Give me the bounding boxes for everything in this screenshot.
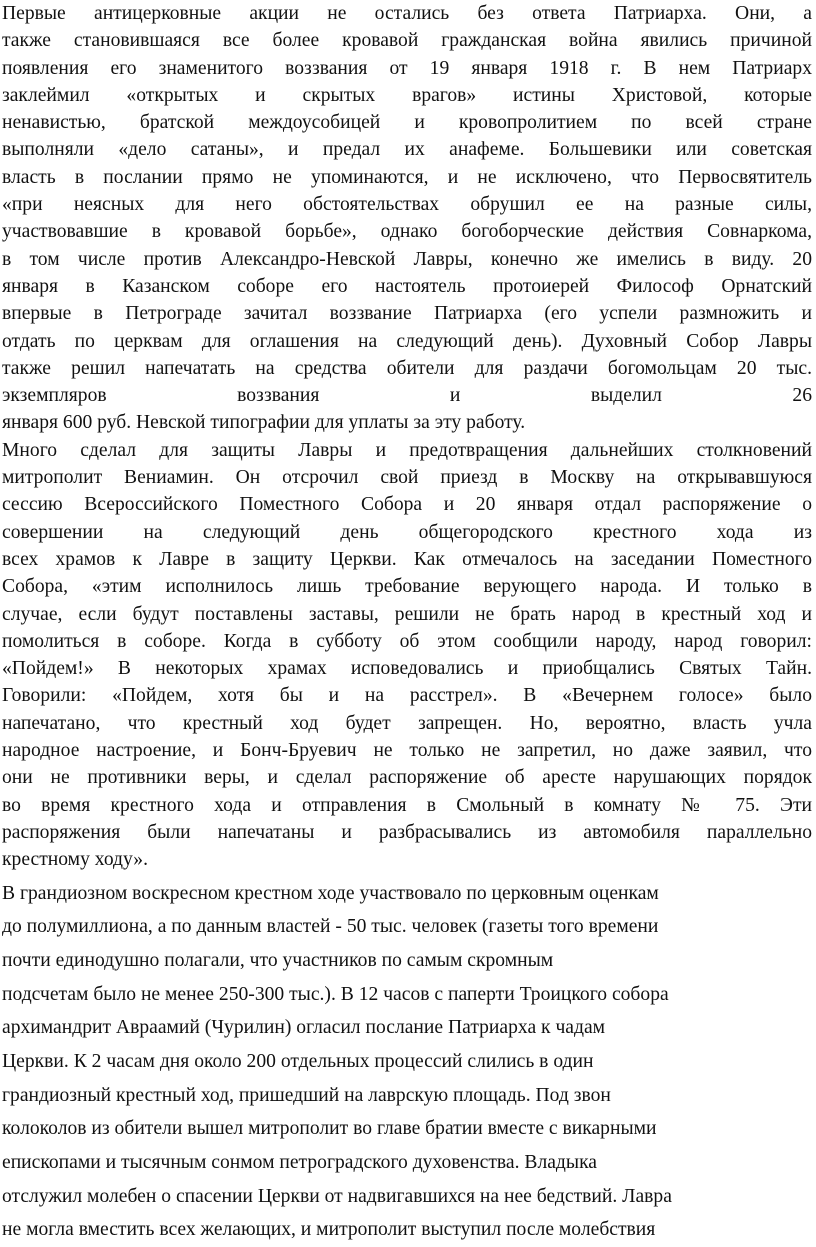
text-line: января в Казанском соборе его настоятель протоиерей Философ Орнатский bbox=[2, 273, 812, 300]
text-line: Говорили: «Пойдем, хотя бы и на расстрел». В «Вечернем голосе» было bbox=[2, 682, 812, 709]
text-line: появления его знаменитого воззвания от 19 января 1918 г. В нем Патриарх bbox=[2, 55, 812, 82]
text-line: до полумиллиона, а по данным властей - 50 тыс. человек (газеты того времени bbox=[2, 910, 812, 944]
text-line: архимандрит Авраамий (Чурилин) огласил послание Патриарха к чадам bbox=[2, 1011, 812, 1045]
text-line: случае, если будут поставлены заставы, решили не брать народ в крестный ход и bbox=[2, 601, 812, 628]
text-line: не могла вместить всех желающих, и митрополит выступил после молебствия bbox=[2, 1213, 812, 1247]
text-line: народное настроение, и Бонч-Бруевич не только не запретил, но даже заявил, что bbox=[2, 737, 812, 764]
text-line: Церкви. К 2 часам дня около 200 отдельных процессий слились в один bbox=[2, 1045, 812, 1079]
text-line: также решил напечатать на средства обители для раздачи богомольцам 20 тыс. bbox=[2, 355, 812, 382]
text-line: грандиозный крестный ход, пришедший на лаврскую площадь. Под звон bbox=[2, 1079, 812, 1113]
text-line: напечатано, что крестный ход будет запрещен. Но, вероятно, власть учла bbox=[2, 710, 812, 737]
text-line: всех храмов к Лавре в защиту Церкви. Как отмечалось на заседании Поместного bbox=[2, 546, 812, 573]
text-line: также становившаяся все более кровавой гражданская война явились причиной bbox=[2, 27, 812, 54]
text-line: совершении на следующий день общегородского крестного хода из bbox=[2, 519, 812, 546]
text-line: впервые в Петрограде зачитал воззвание Патриарха (его успели размножить и bbox=[2, 300, 812, 327]
text-line: отдать по церквам для оглашения на следующий день). Духовный Собор Лавры bbox=[2, 328, 812, 355]
text-line: распоряжения были напечатаны и разбрасывались из автомобиля параллельно bbox=[2, 819, 812, 846]
text-line: колоколов из обители вышел митрополит во главе братии вместе с викарными bbox=[2, 1112, 812, 1146]
text-line: «при неясных для него обстоятельствах обрушил ее на разные силы, bbox=[2, 191, 812, 218]
text-line: Первые антицерковные акции не остались без ответа Патриарха. Они, а bbox=[2, 0, 812, 27]
text-line: крестному ходу». bbox=[2, 846, 812, 873]
text-line: «Пойдем!» В некоторых храмах исповедовались и приобщались Святых Тайн. bbox=[2, 655, 812, 682]
text-line: сессию Всероссийского Поместного Собора и 20 января отдал распоряжение о bbox=[2, 491, 812, 518]
text-line: епископами и тысячным сонмом петроградского духовенства. Владыка bbox=[2, 1146, 812, 1180]
text-line: во время крестного хода и отправления в Смольный в комнату № 75. Эти bbox=[2, 792, 812, 819]
text-line: экземпляров воззвания и выделил 26 bbox=[2, 382, 812, 409]
text-line: власть в послании прямо не упоминаются, и не исключено, что Первосвятитель bbox=[2, 164, 812, 191]
text-line: Собора, «этим исполнилось лишь требование верующего народа. И только в bbox=[2, 573, 812, 600]
text-line: января 600 руб. Невской типографии для уплаты за эту работу. bbox=[2, 409, 812, 436]
text-line: В грандиозном воскресном крестном ходе участвовало по церковным оценкам bbox=[2, 877, 812, 911]
text-line: ненавистью, братской междоусобицей и кровопролитием по всей стране bbox=[2, 109, 812, 136]
text-line: заклеймил «открытых и скрытых врагов» истины Христовой, которые bbox=[2, 82, 812, 109]
text-line: в том числе против Александро-Невской Лавры, конечно же имелись в виду. 20 bbox=[2, 246, 812, 273]
text-line: участвовавшие в кровавой борьбе», однако богоборческие действия Совнаркома, bbox=[2, 218, 812, 245]
paragraph-metropolitan-veniamin bbox=[2, 437, 812, 874]
text-line: выполняли «дело сатаны», и предал их анафеме. Большевики или советская bbox=[2, 136, 812, 163]
text-line: отслужил молебен о спасении Церкви от надвигавшихся на нее бедствий. Лавра bbox=[2, 1180, 812, 1214]
text-line: помолиться в соборе. Когда в субботу об этом сообщили народу, народ говорил: bbox=[2, 628, 812, 655]
text-line: митрополит Вениамин. Он отсрочил свой приезд в Москву на открывавшуюся bbox=[2, 464, 812, 491]
paragraph-patriarch-appeal bbox=[2, 0, 812, 437]
text-line: они не противники веры, и сделал распоряжение об аресте нарушающих порядок bbox=[2, 764, 812, 791]
text-line: подсчетам было не менее 250-300 тыс.). В 12 часов с паперти Троицкого собора bbox=[2, 978, 812, 1012]
paragraph-procession bbox=[2, 877, 812, 1247]
text-line: Много сделал для защиты Лавры и предотвращения дальнейших столкновений bbox=[2, 437, 812, 464]
text-line: почти единодушно полагали, что участников по самым скромным bbox=[2, 944, 812, 978]
